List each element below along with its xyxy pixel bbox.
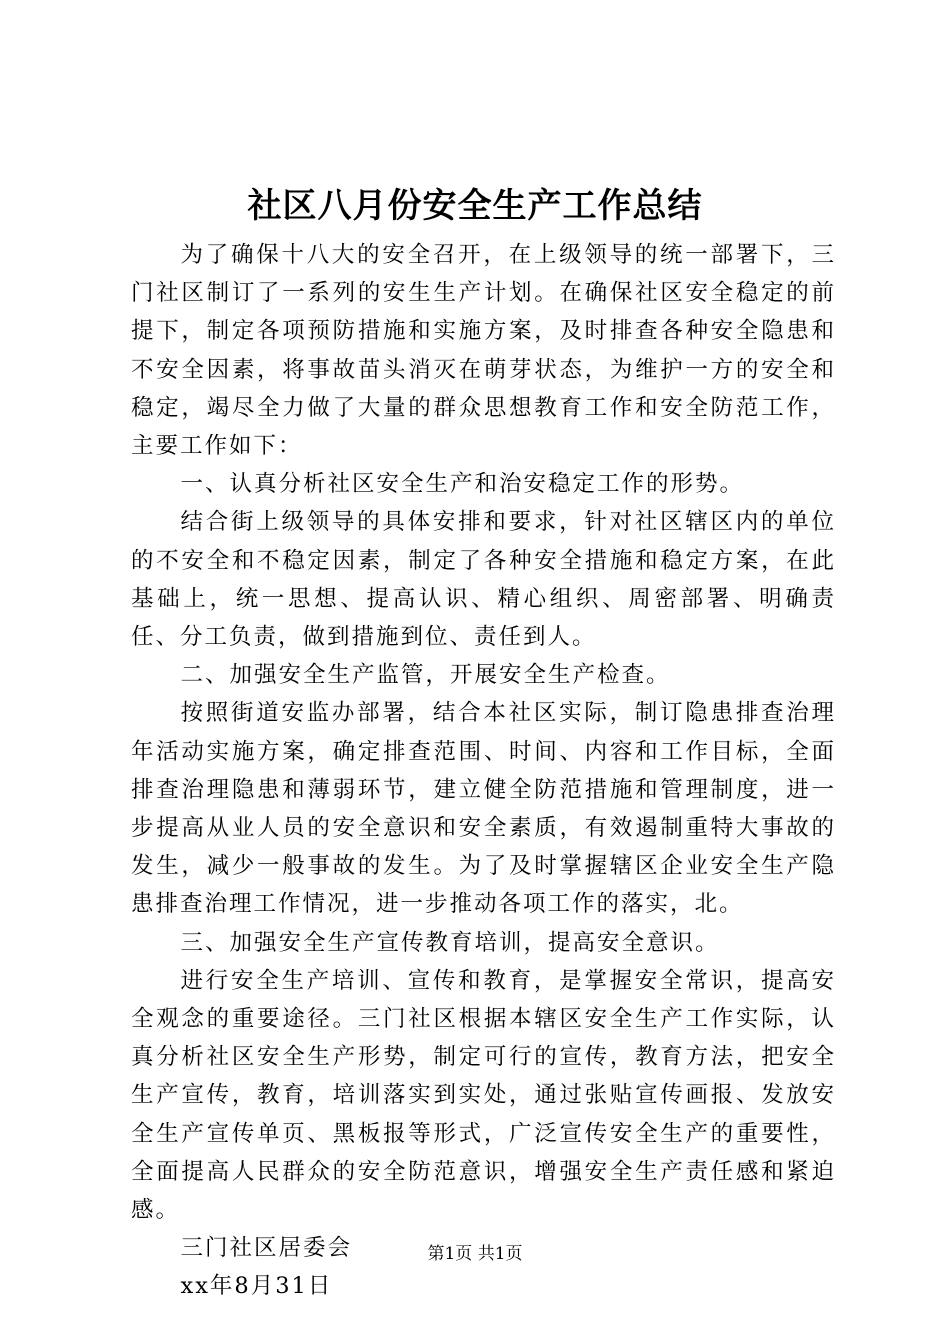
section-paragraph-1: 结合街上级领导的具体安排和要求，针对社区辖区内的单位的不安全和不稳定因素，制定了各种安全措施和稳定方案，在此基础上，统一思想、提高认识、精心组织、周密部署、明确责任、分工负责，做到措施到位、责任到人。: [131, 509, 836, 651]
signature-date: xx年8月31日: [180, 1273, 333, 1300]
section-paragraph-3: 进行安全生产培训、宣传和教育，是掌握安全常识，提高安全观念的重要途径。三门社区根据本辖区安全生产工作实际，认真分析社区安全生产形势，制定可行的宣传，教育方法，把安全生产宣传，教育，培训落实到实处，通过张贴宣传画报、发放安全生产宣传单页、黑板报等形式，广泛宣传安全生产的重要性，全面提高人民群众的安全防范意识，增强安全生产责任感和紧迫感。: [131, 967, 836, 1224]
section-heading-2: 二、加强安全生产监管，开展安全生产检查。: [180, 662, 671, 689]
document-body: [131, 236, 836, 1306]
section-heading-3: 三、加强安全生产宣传教育培训，提高安全意识。: [180, 929, 720, 956]
document-title: 社区八月份安全生产工作总结: [247, 186, 703, 226]
section-heading-1: 一、认真分析社区安全生产和治安稳定工作的形势。: [180, 471, 745, 498]
intro-paragraph: 为了确保十八大的安全召开，在上级领导的统一部署下，三门社区制订了一系列的安生生产计划。在确保社区安全稳定的前提下，制定各项预防措施和实施方案，及时排查各种安全隐患和不安全因素，将事故苗头消灭在萌芽状态，为维护一方的安全和稳定，竭尽全力做了大量的群众思想教育工作和安全防范工作，主要工作如下：: [131, 242, 836, 460]
section-paragraph-2: 按照街道安监办部署，结合本社区实际，制订隐患排查治理年活动实施方案，确定排查范围、时间、内容和工作目标，全面排查治理隐患和薄弱环节，建立健全防范措施和管理制度，进一步提高从业人员的安全意识和安全素质，有效遏制重特大事故的发生，减少一般事故的发生。为了及时掌握辖区企业安全生产隐患排查治理工作情况，进一步推动各项工作的落实，北。: [131, 700, 836, 918]
page-footer: 第1页 共1页: [427, 1244, 523, 1264]
signature-organization: 三门社区居委会: [180, 1235, 353, 1262]
